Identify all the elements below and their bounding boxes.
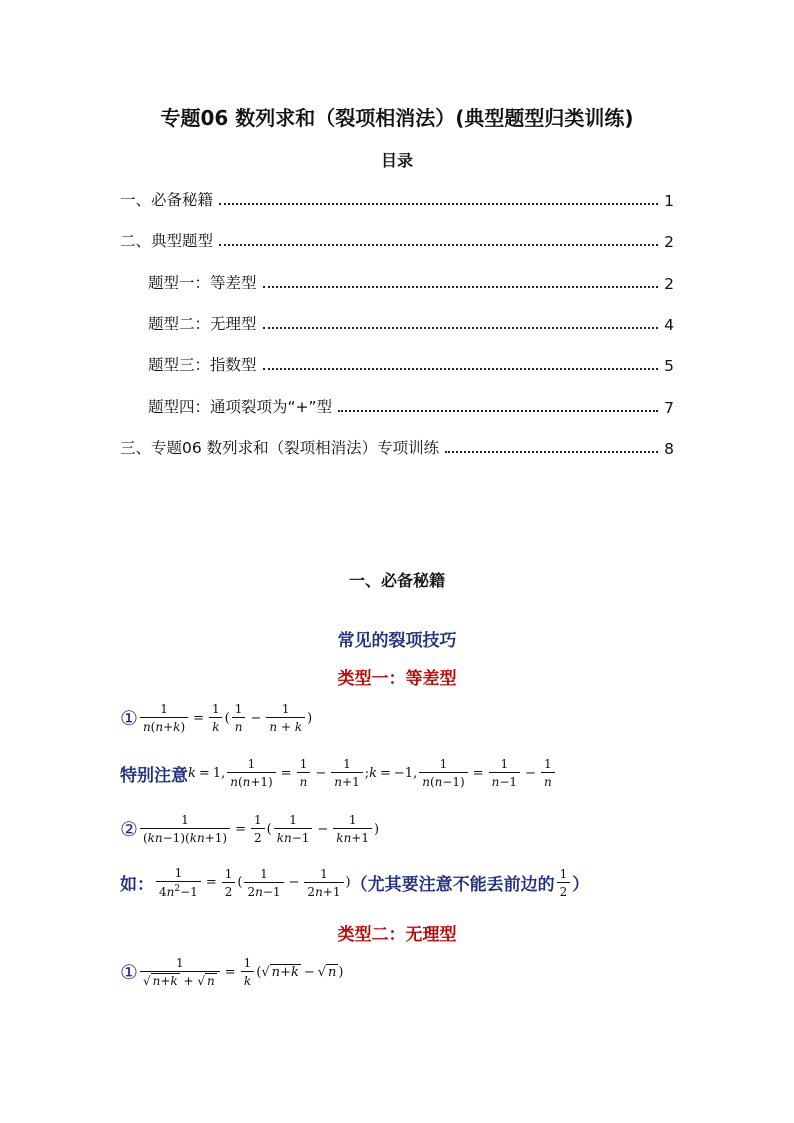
toc-entry[interactable] <box>120 436 674 458</box>
formula-2 <box>120 813 379 845</box>
section-heading: 一、必备秘籍 <box>348 571 445 590</box>
example-note: （尤其要注意不能丢前边的 <box>350 875 555 895</box>
formula-1 <box>120 702 312 734</box>
type2-heading: 类型二：无理型 <box>337 925 457 945</box>
formula-math: $\frac{1}{4n^2-1}$ = $\frac{1}{2}$ ( $\frac{1}{2n-1}$ − $\frac{1}{2n+1}$ ) <box>154 866 351 899</box>
circle-number: ② <box>120 817 138 841</box>
toc-page: 1 <box>664 192 674 210</box>
toc-page: 2 <box>664 275 674 293</box>
formula-3 <box>120 956 343 988</box>
document-title: 专题06 数列求和（裂项相消法）(典型题型归类训练) <box>160 106 634 130</box>
toc-leader <box>219 203 658 205</box>
special-note-label: 特别注意 <box>120 765 188 786</box>
example-line <box>120 866 589 899</box>
toc-label: 二、典型题型 <box>120 232 214 250</box>
toc-leader <box>263 286 659 288</box>
formula-math: k = 1, $\frac{1}{n(n+1)}$ = $\frac{1}{n}$ − $\frac{1}{n+1}$ ; k = −1, $\frac{1}{n(n-1)}$ = $\frac{1}{n-1}$ − $\frac{1}{n}$ <box>188 757 557 789</box>
toc-heading: 目录 <box>380 151 413 170</box>
type1-heading: 类型一：等差型 <box>337 669 457 689</box>
toc-entry[interactable] <box>120 229 674 251</box>
tips-heading: 常见的裂项技巧 <box>337 631 457 651</box>
toc-label: 题型三：指数型 <box>148 356 257 374</box>
toc-page: 5 <box>664 357 674 375</box>
toc-entry[interactable] <box>120 188 674 210</box>
example-note-end: ） <box>572 875 590 895</box>
toc-leader <box>263 327 659 329</box>
toc-label: 题型四：通项裂项为“+”型 <box>148 398 333 416</box>
toc-label: 题型一：等差型 <box>148 274 257 292</box>
circle-number: ① <box>120 706 138 730</box>
circle-number: ① <box>120 960 138 984</box>
toc-page: 7 <box>664 399 674 417</box>
toc-leader <box>445 451 658 453</box>
toc-page: 2 <box>664 233 674 251</box>
toc-label: 题型二：无理型 <box>148 315 257 333</box>
formula-math: $\frac{1}{n(n+k)}$ = $\frac{1}{k}$ ( $\frac{1}{n}$ − $\frac{1}{n + k}$ ) <box>138 702 312 734</box>
toc-leader <box>338 410 658 412</box>
toc-entry[interactable] <box>148 312 674 334</box>
example-prefix: 如： <box>120 875 154 895</box>
toc-label: 一、必备秘籍 <box>120 191 214 209</box>
toc-leader <box>219 244 658 246</box>
toc-label: 三、专题06 数列求和（裂项相消法）专项训练 <box>120 439 440 457</box>
toc-entry[interactable] <box>148 353 674 375</box>
toc-entry[interactable] <box>148 271 674 293</box>
toc-leader <box>263 368 659 370</box>
special-note-line <box>120 757 557 789</box>
toc-entry[interactable] <box>148 395 674 417</box>
formula-math: $\frac{1}{2}$ <box>555 867 573 899</box>
toc-page: 8 <box>664 440 674 458</box>
formula-math: $\frac{1}{√ n+k + √ n}$ = $\frac{1}{k}$ (√ n+k − √ n ) <box>138 956 344 988</box>
formula-math: $\frac{1}{(kn-1)(kn+1)}$ = $\frac{1}{2}$ ( $\frac{1}{kn-1}$ − $\frac{1}{kn+1}$ ) <box>138 813 379 845</box>
toc-page: 4 <box>664 316 674 334</box>
